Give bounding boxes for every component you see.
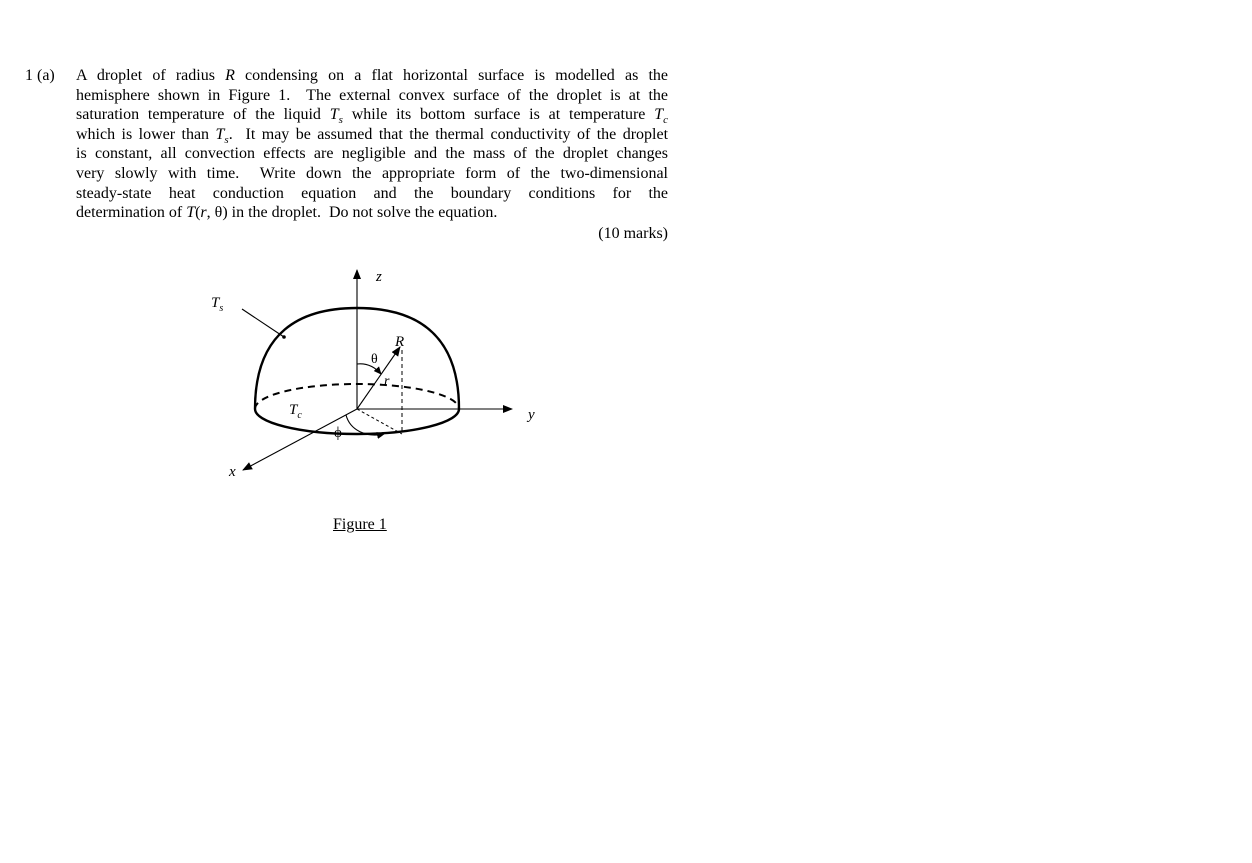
question-line: steady-state heat conduction equation and the boundary conditions for the [76,184,668,202]
phi-arc [346,415,384,435]
y-axis-label: y [528,407,535,423]
figure-1-diagram [200,262,560,492]
theta-label: θ [371,352,378,367]
math-symbol: $T_s$ [329,106,343,127]
figure-caption: Figure 1 [333,516,387,533]
question-line: determination of T(r, θ) in the droplet. Do not solve the equation. [76,204,498,222]
math-symbol: $T_s$ [215,125,229,146]
ts-leader-line [242,309,284,337]
hemisphere-diagram [200,262,560,492]
radial-label: r [384,374,390,389]
question-line: hemisphere shown in Figure 1. The external convex surface of the droplet is at the [76,86,668,104]
question-line: saturation temperature of the liquid $T_s$ while its bottom surface is at temperature $T_c$ [76,106,669,127]
radial-vector [357,347,400,409]
math-symbol: r [200,204,207,222]
surface-temp-label: $T_s$ [211,295,224,314]
math-symbol: $T_c$ [654,106,669,127]
math-symbol: T [186,204,196,222]
question-line: very slowly with time. Write down the appropriate form of the two-dimensional [76,164,668,182]
math-symbol: R [225,67,235,84]
question-line: which is lower than $T_s$. It may be assumed that the thermal conductivity of the droplet [76,125,669,146]
question-line: is constant, all convection effects are negligible and the mass of the droplet changes [76,145,668,163]
base-temp-label: $T_c$ [289,402,302,421]
z-axis-label: z [376,269,382,285]
x-axis-label: x [229,464,236,480]
phi-label: ϕ [334,425,342,441]
question-line: A droplet of radius R condensing on a flat horizontal surface is modelled as the [76,67,669,84]
marks-label: (10 marks) [598,225,668,242]
question-number: 1 (a) [25,67,55,84]
question-text [76,66,668,223]
radius-label: R [395,334,405,350]
projection-base [357,409,402,434]
